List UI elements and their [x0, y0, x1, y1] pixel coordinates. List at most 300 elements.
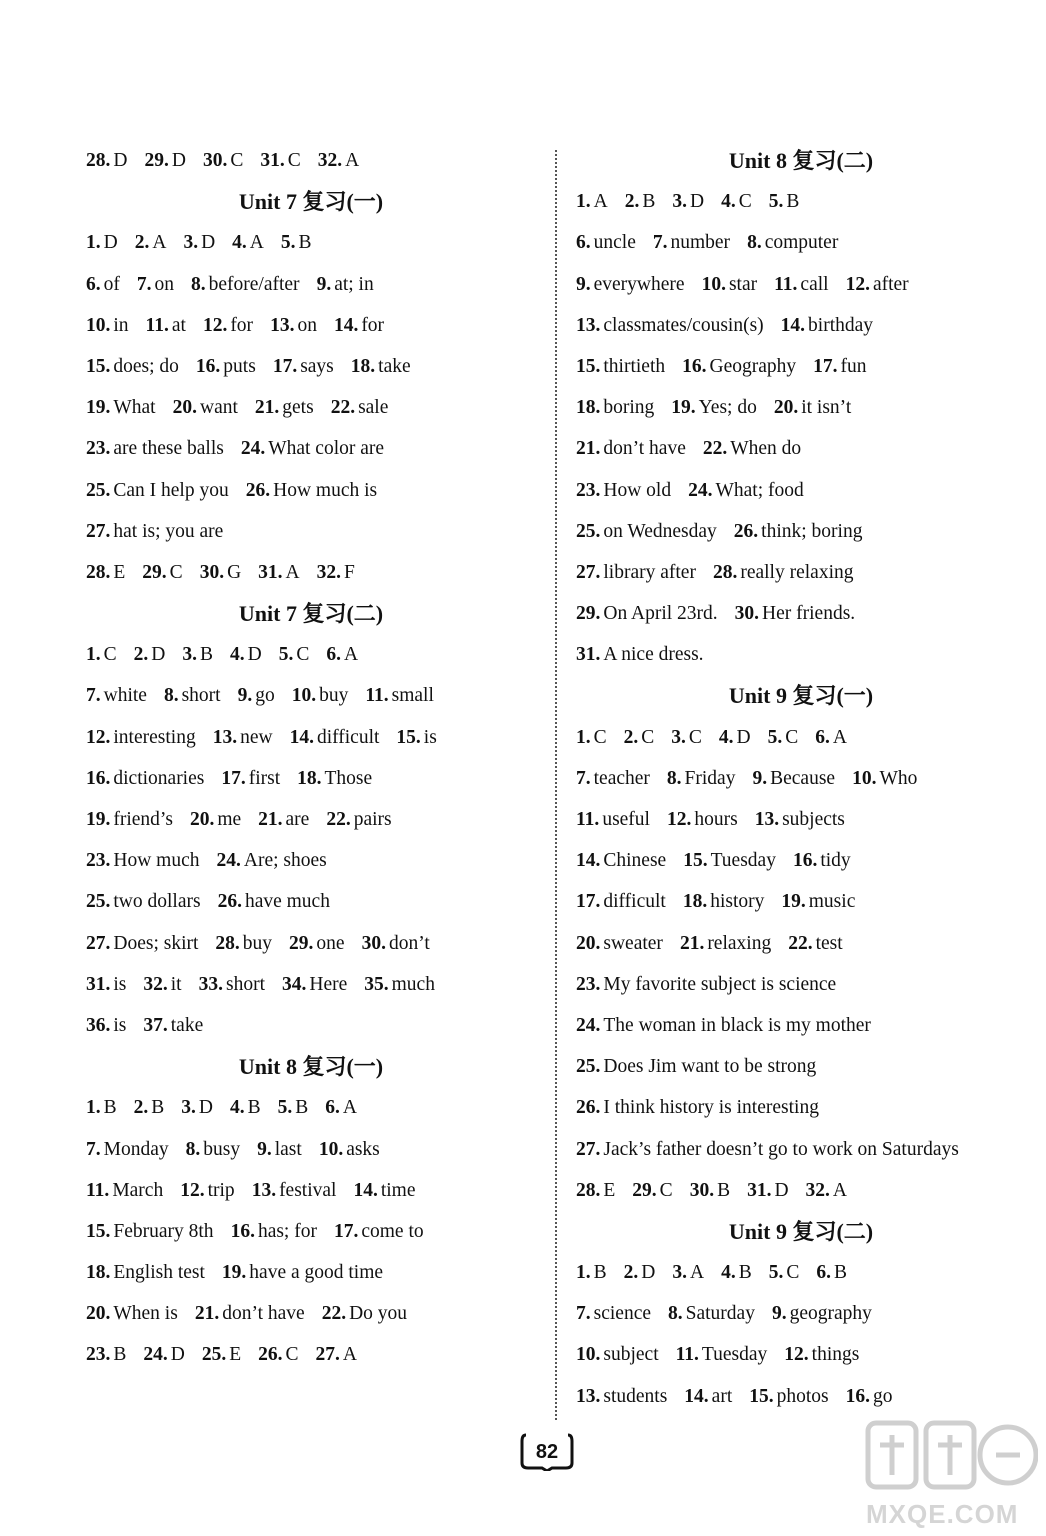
question-number: 7. [652, 232, 668, 254]
answer-text: C [296, 644, 310, 666]
question-number: 23. [86, 850, 111, 872]
question-number: 14. [684, 1385, 709, 1407]
question-number: 25. [86, 479, 111, 501]
question-number: 25. [201, 1344, 227, 1366]
question-number: 19. [86, 397, 111, 419]
answer-item [719, 717, 751, 758]
answer-item [576, 1170, 615, 1211]
answer-text: gets [282, 397, 314, 419]
question-number: 19. [671, 397, 696, 419]
answer-text: D [774, 1179, 789, 1201]
question-number: 10. [852, 767, 877, 789]
answer-text: E [229, 1344, 242, 1366]
answer-row [576, 264, 1026, 305]
answer-item [624, 1252, 656, 1293]
answer-text: small [391, 685, 434, 707]
answer-row [86, 1293, 536, 1334]
question-number: 1. [86, 1097, 101, 1119]
question-number: 9. [752, 767, 768, 789]
answer-text: Geography [709, 355, 797, 377]
answer-item [672, 181, 704, 222]
answer-item [846, 1376, 893, 1417]
answer-item [218, 881, 330, 922]
answer-text: don’t [388, 932, 430, 954]
answer-row [576, 593, 1026, 634]
answer-text: Does; skirt [113, 932, 199, 954]
question-number: 11. [774, 273, 798, 295]
question-number: 14. [289, 726, 314, 748]
answer-text: D [151, 644, 166, 666]
answer-text: has; for [257, 1220, 317, 1242]
answer-item [134, 1087, 165, 1128]
question-number: 4. [721, 1262, 736, 1284]
answer-text: tidy [820, 850, 851, 872]
question-number: 23. [86, 1344, 111, 1366]
answer-row [576, 387, 1026, 428]
answer-text: thirtieth [603, 355, 666, 377]
question-number: 5. [278, 644, 294, 666]
answer-item [326, 634, 358, 675]
answer-item [316, 1334, 357, 1375]
answer-item [721, 181, 752, 222]
answer-item [322, 1293, 407, 1334]
answer-text: it isn’t [801, 397, 852, 419]
question-number: 16. [792, 850, 818, 872]
answer-row [86, 1005, 536, 1046]
answer-text: things [811, 1344, 860, 1366]
answer-item [217, 840, 327, 881]
answer-text: D [170, 1344, 185, 1366]
question-number: 1. [576, 726, 591, 748]
answer-text: My favorite subject is science [603, 973, 837, 995]
answer-row [576, 881, 1026, 922]
question-number: 20. [773, 397, 799, 419]
answer-item [752, 758, 835, 799]
answer-row [86, 222, 536, 263]
question-number: 23. [86, 438, 111, 460]
question-number: 17. [272, 355, 298, 377]
question-number: 24. [688, 479, 713, 501]
question-number: 32. [805, 1179, 830, 1201]
answer-item [86, 758, 204, 799]
question-number: 2. [133, 1097, 149, 1119]
answer-row [86, 758, 536, 799]
answer-item [793, 840, 851, 881]
answer-item [781, 305, 873, 346]
question-number: 29. [576, 603, 601, 625]
answer-row [576, 346, 1026, 387]
question-number: 11. [675, 1344, 699, 1366]
answer-text: computer [764, 232, 839, 254]
answer-row [576, 552, 1026, 593]
answer-text: C [738, 191, 752, 213]
answer-item [667, 758, 736, 799]
answer-item [195, 1293, 305, 1334]
answer-item [676, 1334, 768, 1375]
answer-item [682, 346, 796, 387]
answer-item [351, 346, 411, 387]
answer-item [334, 305, 384, 346]
answer-text: me [217, 809, 242, 830]
answer-text: D [247, 644, 262, 666]
answer-item [576, 552, 696, 593]
answer-text: C [641, 726, 655, 748]
question-number: 31. [260, 150, 285, 171]
answer-item [672, 1252, 704, 1293]
answer-item [667, 799, 738, 840]
answer-item [238, 675, 275, 716]
answer-text: pairs [353, 809, 392, 830]
answer-text: at; in [334, 273, 374, 295]
answer-item [255, 387, 314, 428]
answer-item [86, 799, 173, 840]
question-number: 2. [623, 1262, 639, 1284]
answer-item [325, 1087, 357, 1128]
answer-text: Tuesday [710, 850, 776, 872]
answer-item [688, 470, 804, 511]
question-number: 24. [216, 850, 241, 872]
answer-item [144, 140, 185, 181]
question-number: 16. [195, 355, 221, 377]
answer-text: A [832, 726, 847, 748]
question-number: 14. [353, 1179, 378, 1201]
answer-item [86, 634, 117, 675]
answer-text: C [688, 726, 702, 748]
answer-item [86, 1334, 126, 1375]
question-number: 6. [816, 1262, 831, 1284]
answer-text: B [295, 1097, 309, 1119]
question-number: 35. [364, 973, 389, 995]
answer-text: test [815, 932, 843, 954]
answer-item [769, 1252, 800, 1293]
answer-item [576, 1252, 607, 1293]
answer-item [576, 264, 685, 305]
answer-text: Tuesday [701, 1344, 768, 1366]
answer-row [86, 140, 536, 181]
answer-item [279, 634, 310, 675]
answer-item [364, 964, 435, 1005]
answer-item [734, 511, 863, 552]
answer-text: A [343, 644, 359, 666]
answer-text: difficult [316, 726, 380, 748]
answer-row [86, 964, 536, 1005]
answer-item [334, 1211, 424, 1252]
question-number: 30. [202, 150, 228, 171]
answer-text: F [344, 561, 355, 583]
question-number: 7. [86, 685, 101, 707]
answer-item [231, 1211, 317, 1252]
answer-item [680, 923, 771, 964]
question-number: 23. [576, 479, 601, 501]
answer-item [576, 387, 654, 428]
answer-row [576, 1087, 1026, 1128]
answer-item [257, 1129, 302, 1170]
answer-text: before/after [208, 273, 300, 295]
question-number: 17. [221, 767, 246, 789]
answer-text: A [342, 1097, 357, 1119]
answer-item [690, 1170, 730, 1211]
answer-item [191, 264, 300, 305]
answer-text: Jack’s father doesn’t go to work on Saturdays [603, 1138, 959, 1160]
answer-item [576, 758, 650, 799]
answer-item [86, 305, 129, 346]
answer-item [258, 1334, 298, 1375]
section-heading: Unit 9 复习(二) [728, 1218, 874, 1244]
answer-item [396, 717, 436, 758]
question-number: 21. [679, 932, 705, 954]
question-number: 24. [240, 438, 266, 460]
answer-row [576, 923, 1026, 964]
answer-text: I think history is interesting [603, 1097, 819, 1119]
question-number: 5. [767, 726, 783, 748]
question-number: 32. [316, 561, 341, 583]
answer-row [576, 181, 1026, 222]
answer-item [270, 305, 317, 346]
answer-item [774, 387, 851, 428]
answer-text: Friday [684, 767, 736, 789]
question-number: 31. [258, 561, 283, 583]
answer-text: is [113, 1014, 127, 1036]
answer-item [365, 675, 434, 716]
answer-text: On April 23rd. [603, 603, 718, 625]
question-number: 23. [576, 973, 601, 995]
answer-text: D [198, 1097, 213, 1119]
answer-text: Here [309, 973, 348, 995]
answer-item [86, 387, 156, 428]
answer-item [683, 881, 765, 922]
question-number: 19. [781, 891, 806, 913]
question-number: 27. [86, 520, 111, 542]
answer-text: A [832, 1179, 848, 1201]
answer-row [86, 923, 536, 964]
question-number: 9. [316, 273, 332, 295]
question-number: 15. [396, 726, 421, 748]
answer-item [86, 1129, 169, 1170]
question-number: 32. [143, 973, 168, 995]
question-number: 10. [318, 1138, 344, 1160]
question-number: 27. [576, 561, 601, 583]
answer-text: C [785, 726, 799, 748]
question-number: 6. [325, 1097, 340, 1119]
answer-text: What; food [715, 479, 804, 501]
answer-item [196, 346, 256, 387]
answer-item [852, 758, 917, 799]
question-number: 9. [771, 1303, 787, 1325]
answer-row [576, 305, 1026, 346]
answer-text: E [113, 561, 126, 583]
answer-item [671, 717, 702, 758]
answer-item [772, 1293, 872, 1334]
question-number: 25. [86, 891, 111, 913]
answer-item [576, 1334, 659, 1375]
question-number: 12. [784, 1344, 809, 1366]
question-number: 30. [199, 561, 225, 583]
answer-text: is [113, 973, 127, 995]
answer-text: says [300, 355, 334, 377]
question-number: 8. [163, 685, 179, 707]
question-number: 20. [189, 809, 215, 830]
answer-item [576, 593, 718, 634]
answer-text: time [380, 1179, 416, 1201]
answer-item [183, 222, 215, 263]
answer-text: Do you [349, 1303, 408, 1325]
answer-item [230, 1087, 261, 1128]
answer-text: Those [324, 767, 373, 789]
column-divider [555, 150, 557, 1420]
question-number: 16. [86, 767, 111, 789]
question-number: 7. [576, 1303, 591, 1325]
answer-text: go [255, 685, 275, 707]
question-number: 1. [576, 191, 591, 213]
question-number: 9. [576, 273, 591, 295]
answer-text: think; boring [761, 520, 863, 542]
question-number: 20. [86, 1303, 111, 1325]
question-number: 12. [666, 809, 692, 830]
answer-item [246, 470, 377, 511]
answer-text: everywhere [593, 273, 685, 295]
answer-item [146, 305, 186, 346]
answer-item [282, 964, 347, 1005]
answer-text: subject [603, 1344, 659, 1366]
question-number: 26. [245, 479, 271, 501]
answer-item [164, 675, 221, 716]
answer-item [290, 717, 380, 758]
answer-text: A [285, 561, 300, 583]
question-number: 29. [142, 561, 167, 583]
answer-text: it [170, 973, 182, 995]
answer-row [86, 840, 536, 881]
answer-item [683, 840, 776, 881]
answer-item [86, 222, 118, 263]
answer-text: don’t have [603, 438, 686, 460]
answer-row [86, 470, 536, 511]
answer-item [142, 552, 182, 593]
question-number: 20. [576, 932, 601, 954]
answer-text: B [103, 1097, 117, 1119]
answer-item [143, 1005, 203, 1046]
question-number: 24. [143, 1344, 168, 1366]
answer-text: Yes; do [698, 397, 757, 419]
answer-text: G [227, 561, 242, 583]
answer-item [331, 387, 389, 428]
question-number: 21. [194, 1303, 220, 1325]
answer-item [258, 552, 299, 593]
question-number: 8. [666, 767, 682, 789]
answer-row [86, 511, 536, 552]
answer-text: festival [279, 1179, 337, 1201]
answer-row [86, 1252, 536, 1293]
question-number: 34. [281, 973, 307, 995]
answer-text: What [113, 397, 156, 419]
answer-text: number [670, 232, 731, 254]
answer-text: first [248, 767, 281, 789]
question-number: 26. [217, 891, 242, 913]
answer-text: A [342, 1344, 358, 1366]
answer-row [576, 511, 1026, 552]
answer-text: Chinese [603, 850, 667, 872]
question-number: 28. [86, 150, 111, 171]
answer-row [576, 1046, 1026, 1087]
answer-text: C [659, 1179, 673, 1201]
answer-text: does; do [113, 355, 179, 377]
question-number: 17. [813, 355, 838, 377]
answer-text: short [181, 685, 221, 707]
question-number: 26. [258, 1344, 283, 1366]
answer-text: How much [113, 850, 200, 872]
answer-text: uncle [593, 232, 636, 254]
answer-item [632, 1170, 672, 1211]
question-number: 3. [182, 644, 197, 666]
section-heading: Unit 9 复习(一) [728, 683, 874, 709]
answer-item [768, 717, 799, 758]
answer-item [213, 717, 273, 758]
question-number: 15. [576, 355, 601, 377]
question-number: 30. [689, 1179, 715, 1201]
answer-text: C [230, 150, 244, 171]
answer-row [86, 305, 536, 346]
answer-text: busy [203, 1138, 241, 1160]
answer-item [576, 346, 665, 387]
answer-text: D [641, 1262, 656, 1284]
question-number: 19. [86, 809, 111, 830]
answer-row [576, 1170, 1026, 1211]
answer-text: D [689, 191, 705, 213]
answer-row [86, 1129, 536, 1170]
question-number: 29. [289, 932, 314, 954]
answer-text: are these balls [113, 438, 224, 460]
answer-item [713, 552, 854, 593]
answer-text: B [642, 191, 656, 213]
question-number: 13. [270, 314, 295, 336]
question-number: 13. [754, 809, 780, 830]
question-number: 10. [86, 314, 111, 336]
question-number: 29. [144, 150, 169, 171]
answer-text: A [593, 191, 608, 213]
answer-item [813, 346, 866, 387]
question-number: 20. [172, 397, 197, 419]
question-number: 27. [315, 1344, 340, 1366]
question-number: 28. [712, 561, 738, 583]
answer-row [576, 634, 1026, 675]
answer-item [86, 675, 147, 716]
answer-text: asks [346, 1138, 380, 1160]
answer-item [815, 717, 847, 758]
answer-item [721, 1252, 752, 1293]
answer-item [86, 1293, 178, 1334]
question-number: 2. [133, 644, 149, 666]
question-number: 14. [333, 314, 359, 336]
answer-item [749, 1376, 828, 1417]
answer-row [576, 964, 1026, 1005]
page-number-badge [520, 1433, 574, 1471]
question-number: 4. [230, 644, 245, 666]
question-number: 18. [86, 1262, 111, 1284]
question-number: 27. [576, 1138, 601, 1160]
question-number: 18. [576, 397, 601, 419]
question-number: 37. [143, 1014, 168, 1036]
answer-text: The woman in black is my mother [603, 1014, 871, 1036]
question-number: 22. [702, 438, 728, 460]
answer-text: D [113, 150, 128, 171]
question-number: 3. [181, 1097, 196, 1119]
section-heading: Unit 8 复习(一) [238, 1054, 384, 1080]
answer-text: Because [770, 767, 836, 789]
question-number: 6. [326, 644, 341, 666]
answer-row [576, 717, 1026, 758]
answer-text: geography [789, 1303, 872, 1325]
question-number: 13. [576, 1385, 601, 1407]
answer-row [576, 758, 1026, 799]
